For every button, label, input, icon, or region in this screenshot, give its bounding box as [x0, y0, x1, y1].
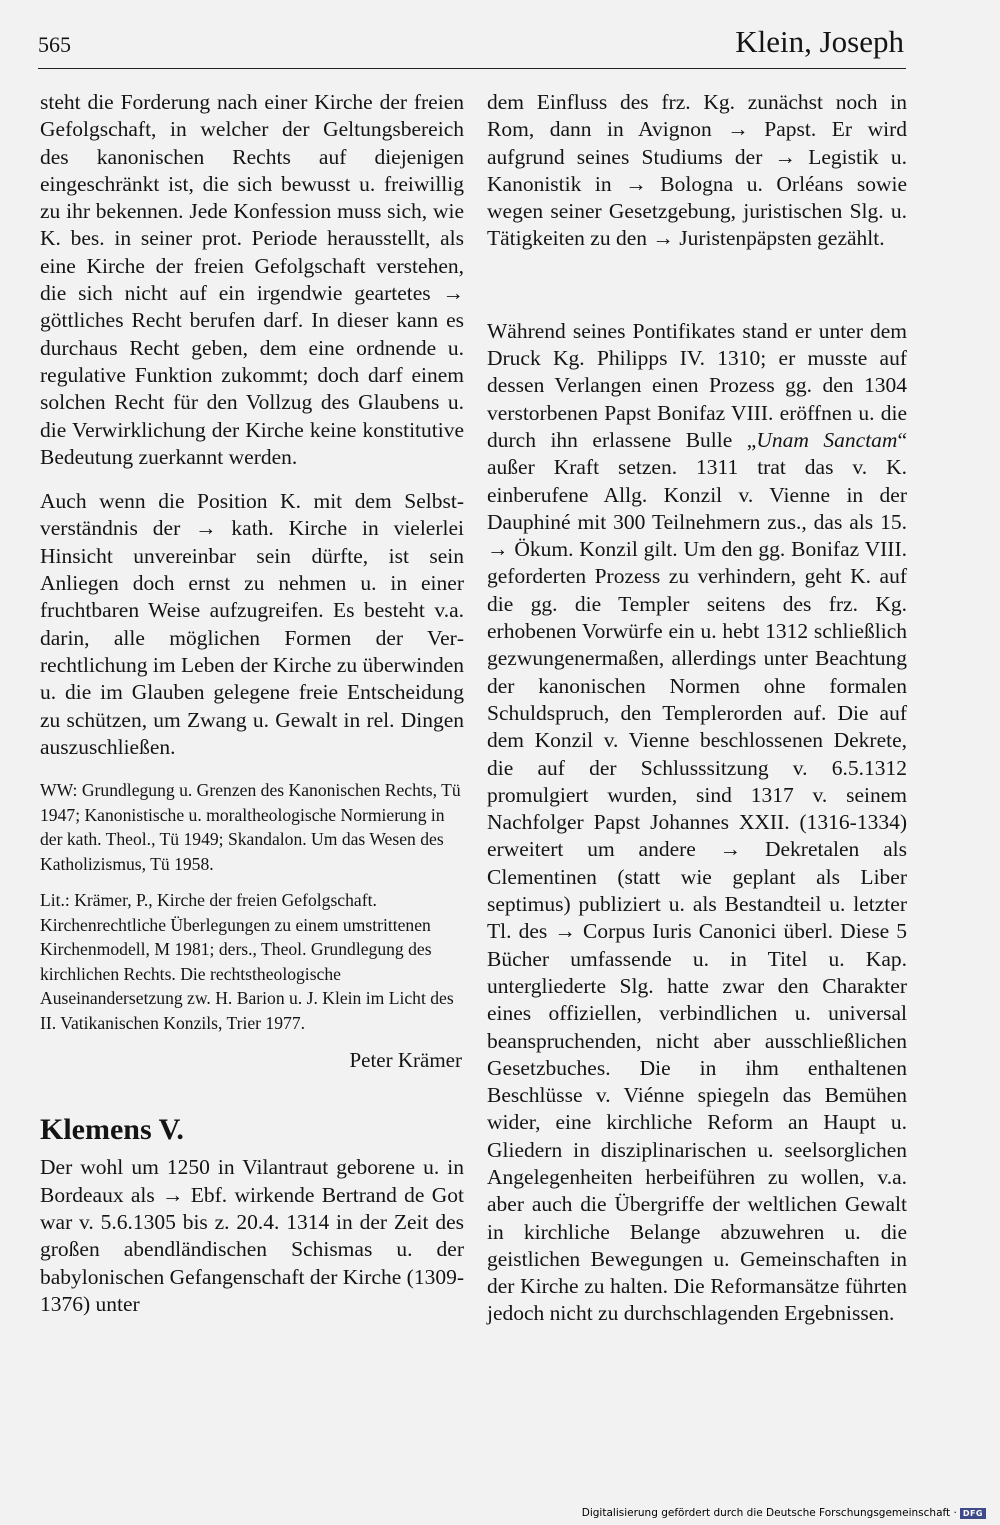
works-list: WW: Grundlegung u. Grenzen des Kanonischen Rechts, Tü 1947; Kanonistische u. moraltheologische Normierung in der kath. Theol., Tü 1949; Skandalon. Um das Wesen des Katholizismus, Tü 1958. — [40, 780, 461, 874]
dfg-logo: DFG — [960, 1508, 986, 1519]
article-author: Peter Krämer — [349, 1048, 462, 1073]
literature-list: Lit.: Krämer, P., Kirche der freien Gefolgschaft. Kirchenrechtliche Überlegungen zu einem umstrittenen Kirchenmodell, M 1981; ders., Theol. Grundlegung des kirchlichen Rechts. Die rechtstheologische Auseinandersetzung zw. H. Barion u. J. Klein im Licht des II. Vatikanischen Konzils, Trier 1977. — [40, 890, 454, 1033]
page-header — [38, 20, 906, 69]
page-number: 565 — [38, 32, 71, 57]
body-paragraph: Der wohl um 1250 in Vilantraut geborene u. in Bordeaux als → Ebf. wirkende Bertrand de Got war v. 5.6.1305 bis z. 20.4. 1314 in der Zeit des großen abendländischen Schismas u. der babylonischen Gefangenschaft der Kirche (1309-1376) unter — [40, 1155, 464, 1316]
body-paragraph: Auch wenn die Position K. mit dem Selbstverständnis der → kath. Kirche in vielerlei Hinsicht unvereinbar sein dürfte, ist sein Anliegen doch ernst zu nehmen u. in einer fruchtbaren Weise aufzugreifen. Es besteht v.a. darin, alle möglichen Formen der Verrechtlichung im Leben der Kirche zu überwinden u. die im Glauben gelegene freie Entscheidung zu schützen, um Zwang u. Gewalt in rel. Dingen auszuschließen. — [40, 489, 464, 759]
right-column — [487, 89, 907, 1328]
footer-text: Digitalisierung gefördert durch die Deutsche Forschungsgemeinschaft · — [581, 1507, 957, 1519]
body-paragraph: dem Einfluss des frz. Kg. zunächst noch in Rom, dann in Avignon → Papst. Er wird aufgrund seines Studiums der → Legistik u. Kanonistik in → Bologna u. Orléans sowie wegen seiner Gesetzgebung, juristischen Slg. u. Tätigkeiten zu den → Juristenpäpsten gezählt. — [487, 90, 907, 251]
body-paragraph: steht die Forderung nach einer Kirche der freien Gefolgschaft, in welcher der Geltungsbereich des kanonischen Rechts auf diejenigen eingeschränkt ist, die sich bewusst u. freiwillig zu ihr bekennen. Jede Konfession muss sich, wie K. bes. in seiner prot. Periode herausstellt, als eine Kirche der freien Gefolgschaft verstehen, die sich nicht auf ein irgendwie geartetes → göttliches Recht berufen darf. In dieser kann es durchaus Recht geben, dem eine ordnende u. regulative Funktion zukommt; doch darf einem solchen Recht für den Vollzug des Glaubens u. die Verwirklichung der Kirche keine konstitutive Bedeutung zuerkannt werden. — [40, 90, 464, 469]
left-column — [40, 89, 464, 1318]
entry-title: Klemens V. — [40, 1113, 184, 1147]
body-paragraph — [487, 318, 907, 1328]
paragraph-text: Während seines Pontifikates stand er unter dem Druck Kg. Philipps IV. 1310; er musste auf dessen Verlangen einen Prozess gg. den 1304 verstorbenen Papst Bonifaz VIII. eröffnen u. die durch ihn erlassene Bulle „ — [487, 318, 907, 452]
bull-title: Unam Sanctam — [756, 427, 898, 452]
running-head: Klein, Joseph — [735, 24, 904, 59]
footer-credit — [582, 1507, 986, 1519]
paragraph-text: “ außer Kraft setzen. 1311 trat das v. K. einberufene Allg. Konzil v. Vienne in der Dauphiné mit 300 Teilnehmern zus., das als 15. → Ökum. Konzil gilt. Um den gg. Bonifaz VIII. geforderten Prozess zu verhindern, geht K. auf die gg. die Templer seitens des frz. Kg. erhobenen Vorwürfe ein u. hebt 1312 schließlich gezwungenermaßen, allerdings unter Beachtung der kanonischen Normen ohne formalen Schuldspruch, den Templerorden auf. Die auf dem Konzil v. Vienne beschlossenen Dekrete, die auf der Schlusssitzung v. 6.5.1312 promulgiert wurden, sind 1317 v. seinem Nachfolger Papst Johannes XXII. (1316-1334) erweitert um andere → Dekretalen als Clementinen (statt wie geplant als Liber septimus) publiziert u. als Bestandteil u. letzter Tl. des → Corpus Iuris Canonici überl. Diese 5 Bücher umfassende u. in Titel u. Kap. untergliederte Slg. hatte zwar den Charakter eines offiziellen, verbindlichen u. universal beanspruchenden, nicht aber ausschließlichen Gesetzbuches. Die in ihm enthaltenen Beschlüsse v. Viénne spiegeln das Bemühen wider, eine kirchliche Reform an Haupt u. Gliedern in disziplinarischen u. seelsorglichen Angelegenheiten herbeiführen zu wollen, v.a. aber auch die Übergriffe der weltlichen Gewalt in kirchliche Belange abzuwehren u. die geistlichen Bewegungen u. Gemeinschaften in der Kirche zu halten. Die Reformansätze führten jedoch nicht zu durchschlagenden Ergebnissen. — [487, 427, 907, 1326]
